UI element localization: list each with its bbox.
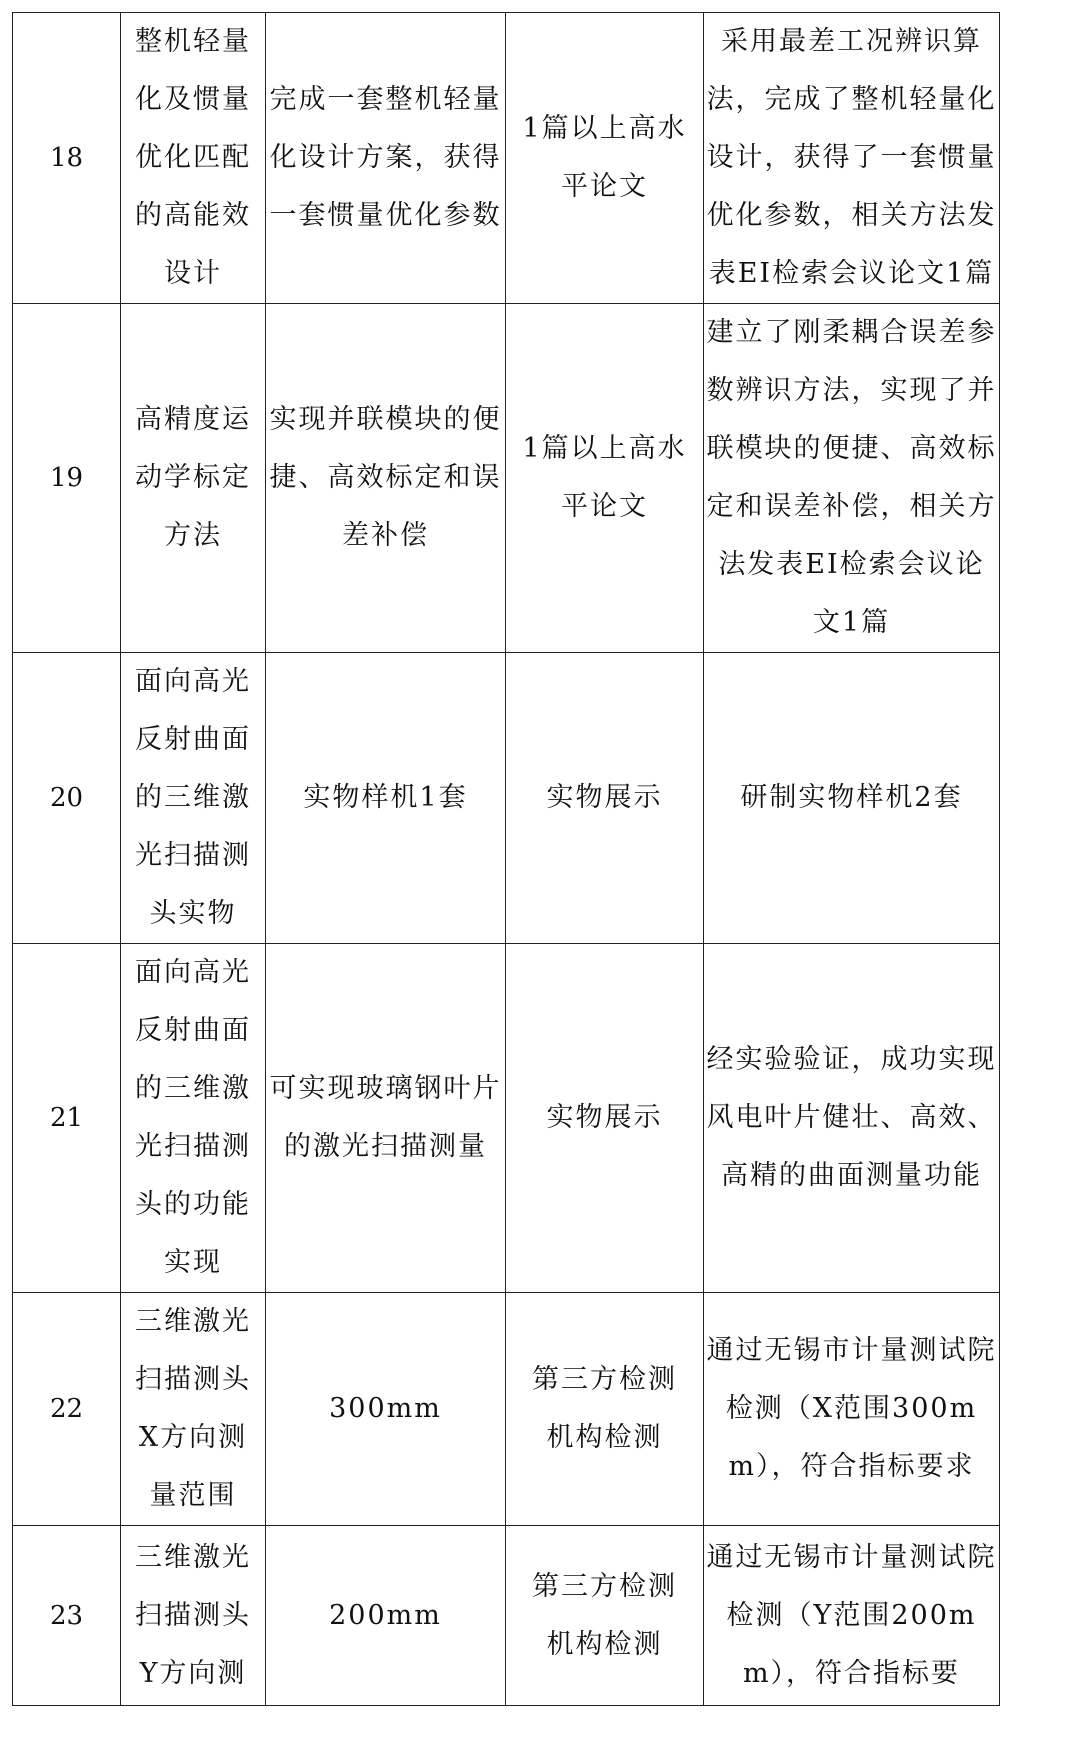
table-row (13, 653, 1000, 944)
item-name: 三维激光扫描测头Y方向测 (121, 1526, 266, 1706)
verification-method: 1篇以上高水平论文 (506, 304, 704, 653)
row-number: 21 (13, 944, 121, 1293)
indicator-table (12, 12, 1000, 1706)
target-value: 300mm (266, 1293, 506, 1526)
item-name: 三维激光扫描测头X方向测量范围 (121, 1293, 266, 1526)
target-value: 200mm (266, 1526, 506, 1706)
verification-method: 实物展示 (506, 653, 704, 944)
row-number: 22 (13, 1293, 121, 1526)
target-value: 实现并联模块的便捷、高效标定和误差补偿 (266, 304, 506, 653)
row-number: 18 (13, 13, 121, 304)
verification-method: 第三方检测机构检测 (506, 1526, 704, 1706)
target-value: 实物样机1套 (266, 653, 506, 944)
target-value: 完成一套整机轻量化设计方案，获得一套惯量优化参数 (266, 13, 506, 304)
target-value: 可实现玻璃钢叶片的激光扫描测量 (266, 944, 506, 1293)
verification-method: 实物展示 (506, 944, 704, 1293)
row-number: 20 (13, 653, 121, 944)
item-name: 高精度运动学标定方法 (121, 304, 266, 653)
table-row (13, 13, 1000, 304)
item-name: 面向高光反射曲面的三维激光扫描测头的功能实现 (121, 944, 266, 1293)
completion-result: 经实验验证，成功实现风电叶片健壮、高效、高精的曲面测量功能 (704, 944, 1000, 1293)
completion-result: 通过无锡市计量测试院检测（X范围300mm），符合指标要求 (704, 1293, 1000, 1526)
item-name: 整机轻量化及惯量优化匹配的高能效设计 (121, 13, 266, 304)
verification-method: 第三方检测机构检测 (506, 1293, 704, 1526)
table-row (13, 1293, 1000, 1526)
row-number: 19 (13, 304, 121, 653)
table-row (13, 944, 1000, 1293)
completion-result: 研制实物样机2套 (704, 653, 1000, 944)
completion-result: 采用最差工况辨识算法，完成了整机轻量化设计，获得了一套惯量优化参数，相关方法发表EI检索会议论文1篇 (704, 13, 1000, 304)
verification-method: 1篇以上高水平论文 (506, 13, 704, 304)
table-row (13, 304, 1000, 653)
completion-result: 通过无锡市计量测试院检测（Y范围200mm），符合指标要 (704, 1526, 1000, 1706)
completion-result: 建立了刚柔耦合误差参数辨识方法，实现了并联模块的便捷、高效标定和误差补偿，相关方法发表EI检索会议论文1篇 (704, 304, 1000, 653)
item-name: 面向高光反射曲面的三维激光扫描测头实物 (121, 653, 266, 944)
row-number: 23 (13, 1526, 121, 1706)
table-row (13, 1526, 1000, 1706)
